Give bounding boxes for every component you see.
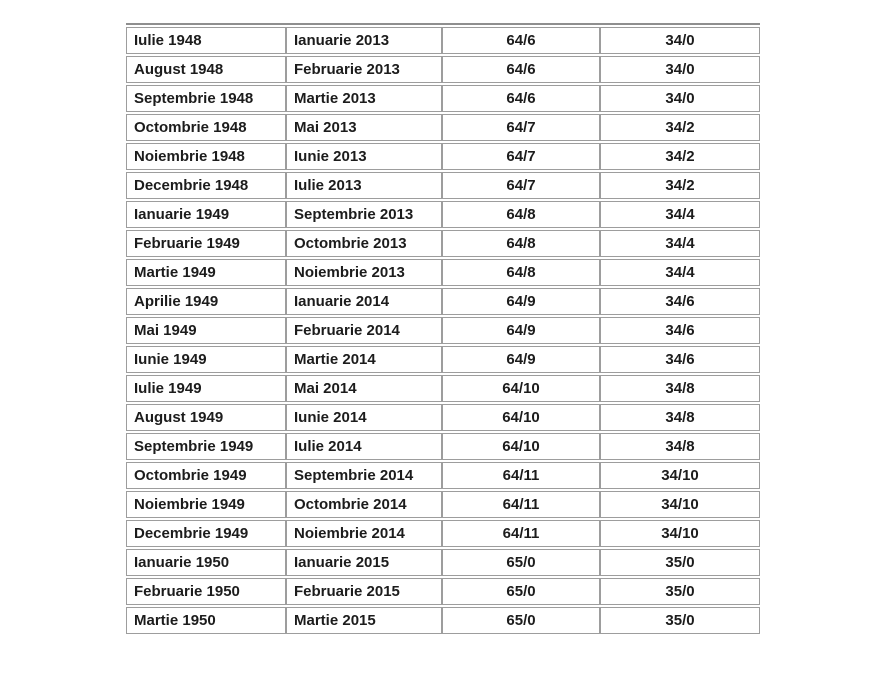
table-row bbox=[126, 607, 760, 634]
table-cell-retirement-age-years-months: 65/0 bbox=[442, 549, 600, 576]
table-cell-service-period-years-months: 34/4 bbox=[600, 259, 760, 286]
table-cell-retirement-age-years-months: 64/6 bbox=[442, 27, 600, 54]
table-cell-birth-month: Iulie 1949 bbox=[126, 375, 286, 402]
table-cell-service-period-years-months: 34/6 bbox=[600, 288, 760, 315]
table-cell-retirement-age-years-months: 64/10 bbox=[442, 433, 600, 460]
table-cell-service-period-years-months: 34/4 bbox=[600, 230, 760, 257]
table-cell-service-period-years-months: 34/10 bbox=[600, 491, 760, 518]
table-cell-retirement-date: Mai 2014 bbox=[286, 375, 442, 402]
table-cell-retirement-age-years-months: 65/0 bbox=[442, 607, 600, 634]
table-cell-retirement-age-years-months: 64/10 bbox=[442, 375, 600, 402]
table-cell-retirement-age-years-months: 64/11 bbox=[442, 491, 600, 518]
table-cell-retirement-date: Octombrie 2013 bbox=[286, 230, 442, 257]
table-cell-retirement-age-years-months: 64/8 bbox=[442, 230, 600, 257]
table-row bbox=[126, 288, 760, 315]
table-row bbox=[126, 578, 760, 605]
table-cell-service-period-years-months: 34/2 bbox=[600, 172, 760, 199]
table-row bbox=[126, 114, 760, 141]
table-cell-retirement-date: Septembrie 2013 bbox=[286, 201, 442, 228]
table-cell-service-period-years-months: 34/10 bbox=[600, 520, 760, 547]
table-cell-retirement-date: Februarie 2015 bbox=[286, 578, 442, 605]
table-cell-birth-month: Noiembrie 1948 bbox=[126, 143, 286, 170]
table-cell-birth-month: Decembrie 1949 bbox=[126, 520, 286, 547]
table-cell-birth-month: Aprilie 1949 bbox=[126, 288, 286, 315]
table-row bbox=[126, 56, 760, 83]
table-cell-birth-month: Februarie 1949 bbox=[126, 230, 286, 257]
table-row bbox=[126, 172, 760, 199]
table-cell-retirement-date: Martie 2015 bbox=[286, 607, 442, 634]
table-cell-retirement-date: Martie 2014 bbox=[286, 346, 442, 373]
table-cell-retirement-date: Iulie 2014 bbox=[286, 433, 442, 460]
table-row bbox=[126, 85, 760, 112]
table-cell-retirement-date: Noiembrie 2014 bbox=[286, 520, 442, 547]
table-cell-birth-month: Martie 1950 bbox=[126, 607, 286, 634]
table-cell-retirement-age-years-months: 64/6 bbox=[442, 85, 600, 112]
table-row bbox=[126, 520, 760, 547]
table-cell-retirement-age-years-months: 64/9 bbox=[442, 288, 600, 315]
table-row bbox=[126, 201, 760, 228]
table-cell-retirement-date: Noiembrie 2013 bbox=[286, 259, 442, 286]
table-cell-service-period-years-months: 34/0 bbox=[600, 27, 760, 54]
table-cell-retirement-age-years-months: 64/9 bbox=[442, 346, 600, 373]
table-cell-retirement-age-years-months: 64/7 bbox=[442, 143, 600, 170]
table-cell-service-period-years-months: 34/0 bbox=[600, 85, 760, 112]
table-cell-service-period-years-months: 35/0 bbox=[600, 549, 760, 576]
table-cell-retirement-date: Ianuarie 2013 bbox=[286, 27, 442, 54]
table-cell-service-period-years-months: 34/2 bbox=[600, 143, 760, 170]
table-row bbox=[126, 346, 760, 373]
table-cell-birth-month: Septembrie 1949 bbox=[126, 433, 286, 460]
table-cell-birth-month: Iunie 1949 bbox=[126, 346, 286, 373]
table-cell-birth-month: Iulie 1948 bbox=[126, 27, 286, 54]
table-cell-service-period-years-months: 34/8 bbox=[600, 375, 760, 402]
table-cell-birth-month: August 1949 bbox=[126, 404, 286, 431]
pension-schedule-table bbox=[126, 23, 760, 636]
table-cell-retirement-date: Iulie 2013 bbox=[286, 172, 442, 199]
table-body bbox=[126, 27, 760, 634]
table-cell-birth-month: August 1948 bbox=[126, 56, 286, 83]
table-cell-retirement-age-years-months: 64/8 bbox=[442, 201, 600, 228]
table-row bbox=[126, 27, 760, 54]
table-row bbox=[126, 462, 760, 489]
table-row bbox=[126, 549, 760, 576]
table-cell-birth-month: Martie 1949 bbox=[126, 259, 286, 286]
table-cell-birth-month: Octombrie 1948 bbox=[126, 114, 286, 141]
table-cell-birth-month: Septembrie 1948 bbox=[126, 85, 286, 112]
table-cell-service-period-years-months: 34/6 bbox=[600, 346, 760, 373]
table-cell-retirement-date: Februarie 2013 bbox=[286, 56, 442, 83]
table-cell-retirement-age-years-months: 64/10 bbox=[442, 404, 600, 431]
table-cell-service-period-years-months: 35/0 bbox=[600, 578, 760, 605]
table-row bbox=[126, 433, 760, 460]
table-cell-retirement-date: Septembrie 2014 bbox=[286, 462, 442, 489]
table-cell-service-period-years-months: 34/8 bbox=[600, 404, 760, 431]
table-row bbox=[126, 491, 760, 518]
table-row bbox=[126, 375, 760, 402]
table-cell-service-period-years-months: 34/4 bbox=[600, 201, 760, 228]
table-cell-service-period-years-months: 34/0 bbox=[600, 56, 760, 83]
table-cell-retirement-age-years-months: 64/7 bbox=[442, 172, 600, 199]
table-cell-service-period-years-months: 35/0 bbox=[600, 607, 760, 634]
table-row bbox=[126, 317, 760, 344]
table-cell-retirement-age-years-months: 65/0 bbox=[442, 578, 600, 605]
table-cell-retirement-age-years-months: 64/9 bbox=[442, 317, 600, 344]
table-cell-retirement-date: Octombrie 2014 bbox=[286, 491, 442, 518]
table-cell-birth-month: Ianuarie 1950 bbox=[126, 549, 286, 576]
table-cell-retirement-date: Ianuarie 2014 bbox=[286, 288, 442, 315]
table-cell-retirement-date: Iunie 2013 bbox=[286, 143, 442, 170]
table-cell-retirement-date: Februarie 2014 bbox=[286, 317, 442, 344]
table-cell-birth-month: Februarie 1950 bbox=[126, 578, 286, 605]
table-cell-birth-month: Decembrie 1948 bbox=[126, 172, 286, 199]
table-row bbox=[126, 404, 760, 431]
table-cell-retirement-age-years-months: 64/6 bbox=[442, 56, 600, 83]
table-cell-retirement-date: Martie 2013 bbox=[286, 85, 442, 112]
table-cell-retirement-date: Ianuarie 2015 bbox=[286, 549, 442, 576]
table-cell-retirement-age-years-months: 64/11 bbox=[442, 520, 600, 547]
table-cell-service-period-years-months: 34/6 bbox=[600, 317, 760, 344]
table-cell-retirement-date: Mai 2013 bbox=[286, 114, 442, 141]
table-cell-birth-month: Octombrie 1949 bbox=[126, 462, 286, 489]
table-cell-service-period-years-months: 34/8 bbox=[600, 433, 760, 460]
table-row bbox=[126, 230, 760, 257]
table-row bbox=[126, 143, 760, 170]
table-cell-birth-month: Noiembrie 1949 bbox=[126, 491, 286, 518]
table-cell-retirement-age-years-months: 64/8 bbox=[442, 259, 600, 286]
table-cell-retirement-age-years-months: 64/11 bbox=[442, 462, 600, 489]
table-cell-service-period-years-months: 34/10 bbox=[600, 462, 760, 489]
table-cell-retirement-age-years-months: 64/7 bbox=[442, 114, 600, 141]
table-cell-birth-month: Ianuarie 1949 bbox=[126, 201, 286, 228]
table-cell-service-period-years-months: 34/2 bbox=[600, 114, 760, 141]
table-row bbox=[126, 259, 760, 286]
table-cell-retirement-date: Iunie 2014 bbox=[286, 404, 442, 431]
table-cell-birth-month: Mai 1949 bbox=[126, 317, 286, 344]
